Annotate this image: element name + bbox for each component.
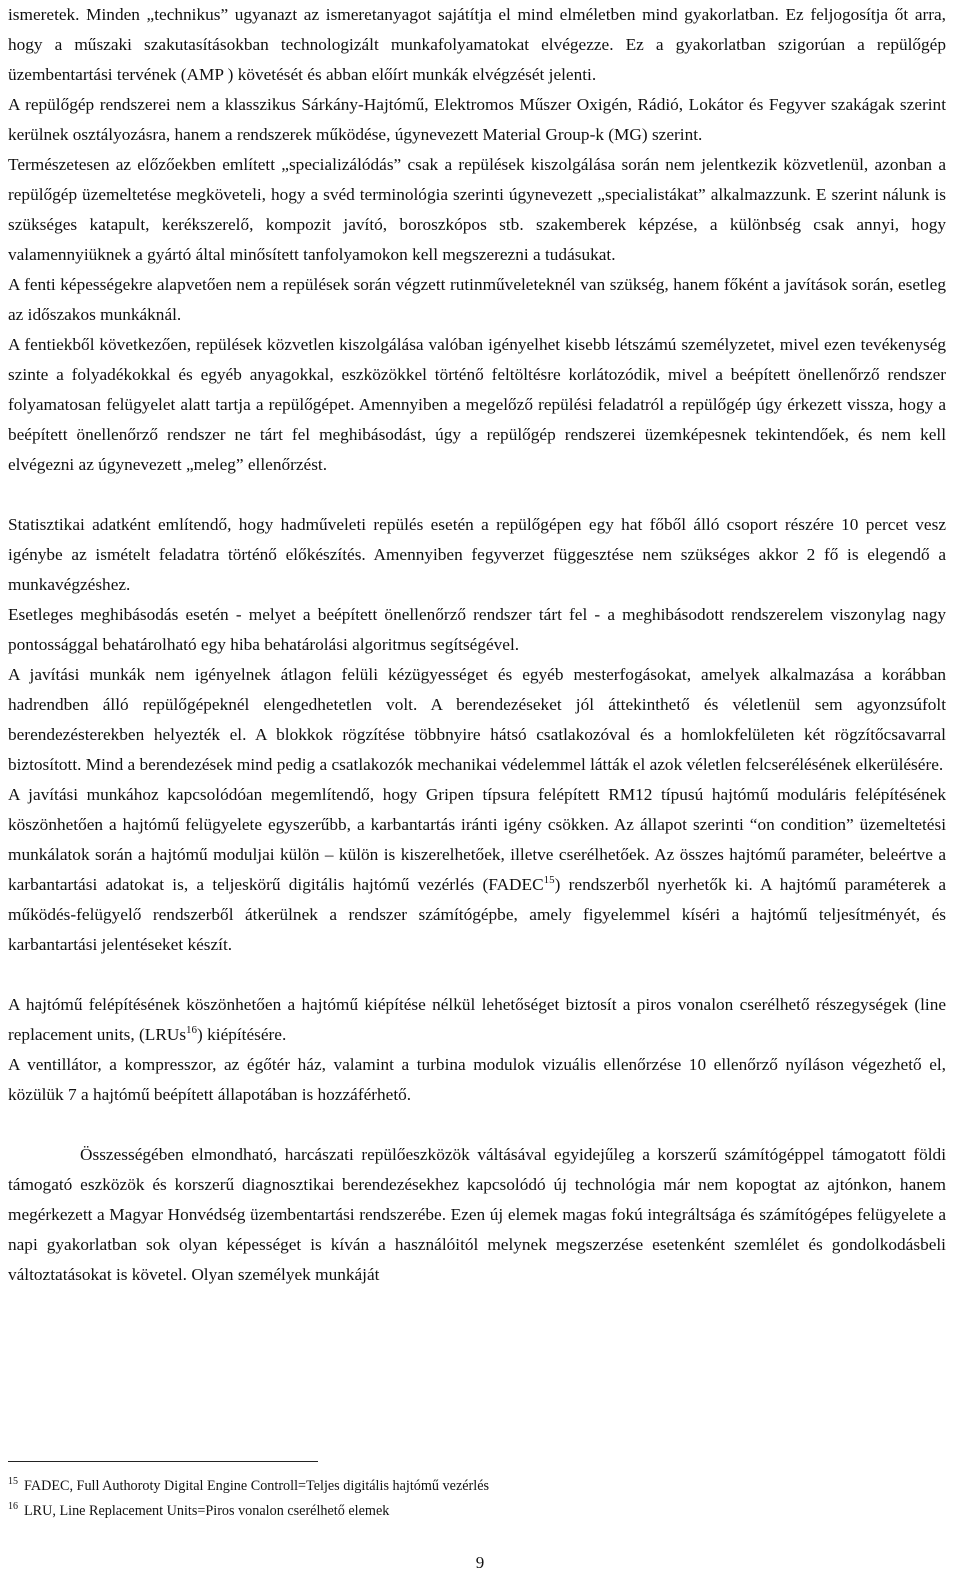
page-number: 9 xyxy=(475,1553,485,1572)
paragraph-text: A javítási munkához kapcsolódóan megemlítendő, hogy Gripen típsura felépített RM12 típusú hajtómű moduláris felépítésének köszönhetően a hajtómű felügyelete egyszerűbb, a karbantartás iránti igény csökken. Az állapot szerinti “on condition” üzemeltetési munkálatok során a hajtómű moduljai külön – külön is kiszerelhetőek, illetve cserélhetőek. Az összes hajtómű paraméter, beleértve a karbantartási adatokat is, a teljeskörű digitális hajtómű vezérlés (FADEC xyxy=(8,785,946,894)
paragraph: Természetesen az előzőekben említett „specializálódás” csak a repülések kiszolgálása során nem jelentkezik közvetlenül, azonban a repülőgép üzemeltetése megköveteli, hogy a svéd terminológia szerinti úgynevezett „specialistákat” alkalmazzunk. E szerint nálunk is szükséges katapult, kerékszerelő, kompozit javító, boroszkópos stb. szakemberek képzése, a különbség csak annyi, hogy valamennyiüknek a gyártó által minősített tanfolyamokon kell megszerezni a tudásukat. xyxy=(8,155,946,264)
paragraph: A javítási munkák nem igényelnek átlagon felüli kézügyességet és egyéb mesterfogásokat, amelyek alkalmazása a korábban hadrendben álló repülőgépeknél elengedhetetlen volt. A berendezéseket jól áttekinthető és véletlenül sem agyonzsúfolt berendezésterekben helyezték el. A blokkok rögzítése többnyire hátsó csatlakozóval és a homlokfelületen két rögzítőcsavarral biztosított. Mind a berendezések mind pedig a csatlakozók mechanikai védelemmel látták el azok véletlen felcserélésének elkerülésére. xyxy=(8,665,946,774)
paragraph-gap xyxy=(8,1110,946,1140)
paragraph: A fentiekből következően, repülések közvetlen kiszolgálása valóban igényelhet kisebb létszámú személyzetet, mivel ezen tevékenység szinte a folyadékokkal és egyéb anyagokkal, eszközökkel történő feltöltésre korlátozódik, mivel a beépített önellenőrző rendszer folyamatosan felügyelet alatt tartja a repülőgépet. Amennyiben a megelőző repülési feladatról a repülőgép úgy érkezett vissza, hogy a beépített önellenőrző rendszer ne tárt fel meghibásodást, úgy a repülőgép rendszerei üzemképesnek tekintendőek, és nem kell elvégezni az úgynevezett „meleg” ellenőrzést. xyxy=(8,335,946,474)
paragraph-with-footnote xyxy=(8,990,946,1050)
body-text xyxy=(8,0,946,1290)
footnote-number: 15 xyxy=(8,1476,18,1487)
paragraph: A fenti képességekre alapvetően nem a repülések során végzett rutinműveleteknél van szükség, hanem főként a javítások során, esetleg az időszakos munkáknál. xyxy=(8,275,946,324)
footnotes xyxy=(8,1474,908,1524)
footnote-number: 16 xyxy=(8,1501,18,1512)
paragraph: ismeretek. Minden „technikus” ugyanazt az ismeretanyagot sajátítja el mind elméletben mind gyakorlatban. Ez feljogosítja őt arra, hogy a műszaki szakutasításokban technologizált munkafolyamatokat elvégezze. Ez a gyakorlatban szigorúan a repülőgép üzembentartási tervének (AMP ) követését és abban előírt munkák elvégzését jelenti. xyxy=(8,5,946,84)
paragraph: Esetleges meghibásodás esetén - melyet a beépített önellenőrző rendszer tárt fel - a meghibásodott rendszerelem viszonylag nagy pontossággal behatárolható egy hiba behatárolási algoritmus segítségével. xyxy=(8,605,946,654)
paragraph: A repülőgép rendszerei nem a klasszikus Sárkány-Hajtómű, Elektromos Műszer Oxigén, Rádió, Lokátor és Fegyver szakágak szerint kerülnek osztályozásra, hanem a rendszerek működése, úgynevezett Material Group-k (MG) szerint. xyxy=(8,95,946,144)
paragraph-text: ) kiépítésére. xyxy=(197,1025,287,1044)
footnote-separator xyxy=(8,1461,318,1462)
paragraph-gap xyxy=(8,960,946,990)
paragraph-with-footnote xyxy=(8,780,946,960)
paragraph: A ventillátor, a kompresszor, az égőtér ház, valamint a turbina modulok vizuális ellenőrzése 10 ellenőrző nyíláson végezhető el, közülük 7 a hajtómű beépített állapotában is hozzáférhető. xyxy=(8,1055,946,1104)
footnote-reference: 15 xyxy=(543,874,555,886)
paragraph-text: ) rendszerből nyerhetők ki. A hajtómű paraméterek a működés-felügyelő rendszerből átkerülnek a rendszer számítógépbe, amely figyelemmel kíséri a hajtómű teljesítményét, és karbantartási jelentéseket készít. xyxy=(8,875,946,954)
paragraph: Összességében elmondható, harcászati repülőeszközök váltásával egyidejűleg a korszerű számítógéppel támogatott földi támogató eszközök és korszerű diagnosztikai berendezésekhez kapcsolódó új technológia már nem kopogtat az ajtónkon, hanem megérkezett a Magyar Honvédség üzembentartási rendszerébe. Ezen új elemek magas fokú integráltsága és számítógépes felügyelete a napi gyakorlatban sok olyan képességet is kíván a használóitól melynek megszerzése esetenként szemlélet és gondolkodásbeli változtatásokat is követel. Olyan személyek munkáját xyxy=(8,1145,946,1284)
footnote-text: FADEC, Full Authoroty Digital Engine Controll=Teljes digitális hajtómű vezérlés xyxy=(24,1478,490,1494)
footnote xyxy=(8,1474,908,1499)
footnote xyxy=(8,1499,908,1524)
footnote-reference: 16 xyxy=(186,1024,198,1036)
paragraph: Statisztikai adatként említendő, hogy hadműveleti repülés esetén a repülőgépen egy hat főből álló csoport részére 10 percet vesz igénybe az ismételt feladatra történő előkészítés. Amennyiben fegyverzet függesztése nem szükséges akkor 2 fő is elegendő a munkavégzéshez. xyxy=(8,515,946,594)
footnote-text: LRU, Line Replacement Units=Piros vonalon cserélhető elemek xyxy=(24,1503,390,1519)
paragraph-gap xyxy=(8,480,946,510)
paragraph-text: A hajtómű felépítésének köszönhetően a hajtómű kiépítése nélkül lehetőséget biztosít a piros vonalon cserélhető részegységek (line replacement units, (LRUs xyxy=(8,995,946,1044)
